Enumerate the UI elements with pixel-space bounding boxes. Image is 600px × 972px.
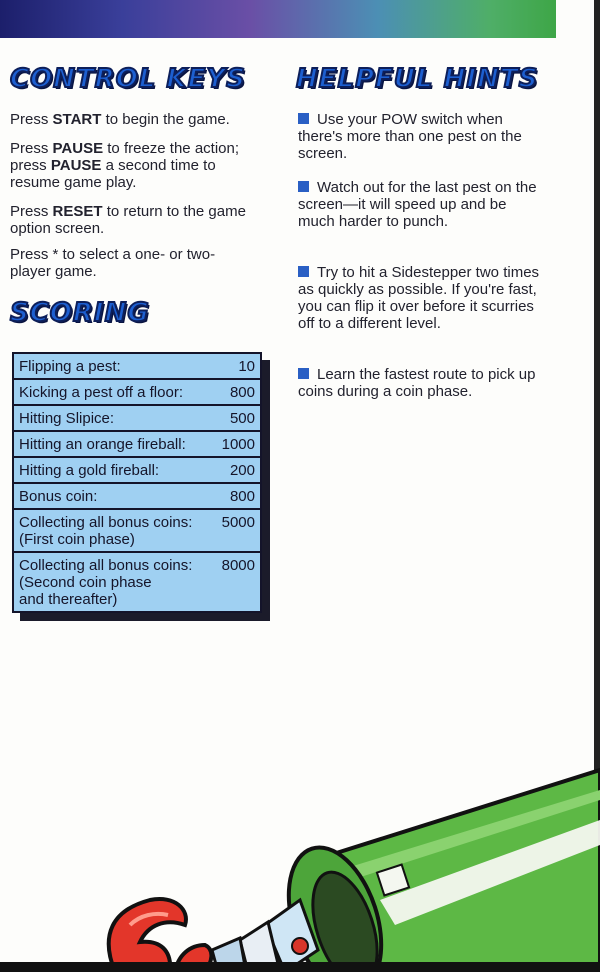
control-key-reset: Press RESET to return to the game option screen. <box>10 203 246 237</box>
table-row <box>14 380 260 406</box>
square-bullet-icon <box>298 266 309 277</box>
square-bullet-icon <box>298 181 309 192</box>
header-gradient-bar <box>0 0 556 38</box>
table-row <box>14 432 260 458</box>
table-row <box>14 406 260 432</box>
control-key-start: Press START to begin the game. <box>10 111 230 128</box>
bottom-edge-bar <box>0 962 600 972</box>
control-key-pause: Press PAUSE to freeze the action; press PAUSE a second time to resume game play. <box>10 140 240 191</box>
scoring-heading: SCORING <box>10 298 150 328</box>
score-value: 8000 <box>221 557 255 574</box>
score-label: Bonus coin: <box>19 488 98 505</box>
score-label: Flipping a pest: <box>19 358 121 375</box>
square-bullet-icon <box>298 113 309 124</box>
score-value: 800 <box>229 384 255 401</box>
hint-item: Learn the fastest route to pick up coins during a coin phase. <box>298 366 536 400</box>
hint-item: Try to hit a Sidestepper two times as quickly as possible. If you're fast, you can flip it over before it scurries off to a different level. <box>298 264 540 332</box>
score-value: 5000 <box>221 514 255 531</box>
control-keys-heading: CONTROL KEYS <box>10 64 246 94</box>
score-value: 10 <box>238 358 255 375</box>
table-row <box>14 484 260 510</box>
score-value: 800 <box>229 488 255 505</box>
score-value: 500 <box>229 410 255 427</box>
table-row <box>14 354 260 380</box>
table-row <box>14 458 260 484</box>
hint-item: Use your POW switch when there's more than one pest on the screen. <box>298 111 522 162</box>
score-value: 200 <box>229 462 255 479</box>
score-value: 1000 <box>221 436 255 453</box>
square-bullet-icon <box>298 368 309 379</box>
control-key-star: Press * to select a one- or two-player game. <box>10 246 216 280</box>
hint-item: Watch out for the last pest on the screen—it will speed up and be much harder to punch. <box>298 179 537 230</box>
pipe-and-crab-illustration <box>0 750 600 972</box>
score-label: Collecting all bonus coins: (Second coin phase and thereafter) <box>19 557 193 608</box>
score-label: Collecting all bonus coins: (First coin phase) <box>19 514 193 548</box>
helpful-hints-heading: HELPFUL HINTS <box>296 64 539 94</box>
score-label: Kicking a pest off a floor: <box>19 384 183 401</box>
table-row <box>14 553 260 611</box>
scoring-table <box>12 352 262 613</box>
score-label: Hitting Slipice: <box>19 410 115 427</box>
score-label: Hitting a gold fireball: <box>19 462 160 479</box>
table-row <box>14 510 260 553</box>
score-label: Hitting an orange fireball: <box>19 436 186 453</box>
